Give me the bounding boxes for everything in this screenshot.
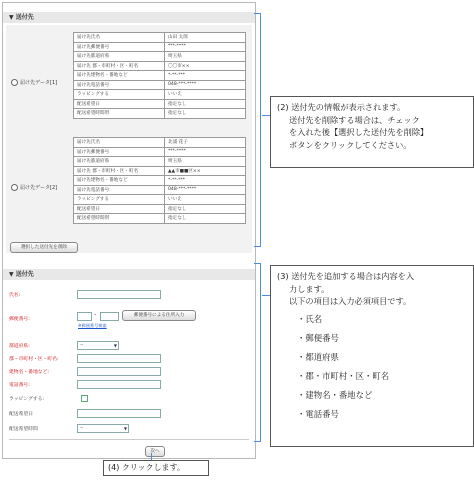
table-row (74, 214, 246, 224)
cell-value: いいえ (165, 195, 246, 205)
postal-label: 郵便番号: (9, 317, 30, 322)
postal-search-link[interactable]: ※郵便番号検索 (78, 323, 107, 328)
table-row (74, 42, 246, 52)
cell-label: 届け先 郡・市町村・区・町名 (74, 61, 165, 71)
section-header: ▼ 送付先 (3, 12, 255, 23)
delete-selected-button[interactable]: 選択した送付先を削除 (10, 242, 78, 253)
delivery-time-select-value: -- (80, 426, 84, 431)
delivery-time-label: 配送希望時間 (9, 427, 38, 432)
postal-address-lookup-button[interactable]: 郵便番号による住所入力 (122, 310, 196, 321)
add-destination-section (3, 269, 255, 457)
city-input[interactable] (77, 354, 161, 363)
required-field-item: ・郡・市町村・区・町名 (297, 370, 390, 381)
callout-step-4: (4) クリックします。 (103, 460, 209, 476)
destination-entry-2-table (73, 137, 246, 224)
name-label: 氏名: (9, 293, 21, 298)
table-row (74, 90, 246, 100)
table-row (74, 157, 246, 167)
bracket-section2 (254, 263, 261, 442)
section-header: ▼ 送付先 (3, 269, 255, 280)
radio-icon[interactable] (11, 79, 18, 86)
cell-label: 配送希望時間帯 (74, 214, 165, 224)
cell-value: 048-***-**** (165, 185, 246, 195)
cell-label: 届け先氏名 (74, 138, 165, 148)
building-label: 建物名・番地など: (9, 370, 49, 375)
cell-label: 届け先建物名・番地など (74, 71, 165, 81)
chevron-down-icon: ▼ (123, 426, 127, 431)
cell-value: 山田 太郎 (165, 33, 246, 43)
building-input[interactable] (77, 367, 161, 376)
form-frame (2, 2, 256, 459)
cell-label: 届け先都道府県 (74, 157, 165, 167)
delivery-time-select[interactable] (77, 424, 129, 433)
connector-line (262, 115, 270, 116)
cell-value: 指定なし (165, 204, 246, 214)
cell-value: 指定なし (165, 214, 246, 224)
wrapping-checkbox[interactable] (81, 395, 88, 402)
required-field-item: ・郵便番号 (297, 332, 339, 343)
destination-list-section (3, 12, 255, 255)
destination-entry-label: 届け先データ[2] (20, 185, 58, 191)
cell-label: 配送希望時間帯 (74, 109, 165, 119)
destination-entry-label: 届け先データ[1] (20, 80, 58, 86)
table-row (74, 195, 246, 205)
next-button[interactable]: 次へ (145, 446, 165, 457)
delivery-date-input[interactable] (77, 409, 161, 418)
destination-entry-1-radio[interactable] (11, 79, 57, 86)
prefecture-select-value: -- (80, 343, 84, 348)
phone-label: 電話番号: (9, 383, 30, 388)
cell-value: ▲▲市■■区×× (165, 166, 246, 176)
cell-label: 配送希望日 (74, 99, 165, 109)
prefecture-select[interactable] (77, 341, 119, 350)
radio-icon[interactable] (11, 184, 18, 191)
cell-label: 届け先電話番号 (74, 80, 165, 90)
cell-value: *-**-*** (165, 176, 246, 186)
cell-value: ***-**** (165, 42, 246, 52)
table-row (74, 166, 246, 176)
cell-label: 届け先電話番号 (74, 185, 165, 195)
cell-label: ラッピングする (74, 195, 165, 205)
prefecture-label: 都道府県: (9, 344, 30, 349)
table-row (74, 52, 246, 62)
name-input[interactable] (77, 290, 161, 299)
destination-entry-1-table (73, 32, 246, 119)
table-row (74, 80, 246, 90)
destination-entry-2-radio[interactable] (11, 184, 57, 191)
bracket-section1 (254, 13, 261, 247)
cell-value: 埼玉県 (165, 157, 246, 167)
cell-value: ***-**** (165, 147, 246, 157)
connector-line (262, 295, 270, 296)
required-field-item: ・電話番号 (297, 408, 339, 419)
table-row (74, 99, 246, 109)
postal-dash: - (94, 311, 97, 318)
wrapping-label: ラッピングする: (9, 397, 45, 402)
table-row (74, 61, 246, 71)
postal-input-2[interactable] (100, 312, 119, 321)
table-row (74, 71, 246, 81)
callout-line: 以下の項目は入力必須項目です。 (289, 296, 412, 306)
cell-value: 指定なし (165, 109, 246, 119)
cell-label: 届け先建物名・番地など (74, 176, 165, 186)
divider (9, 439, 249, 440)
cell-value: *-**-*** (165, 71, 246, 81)
cell-label: 配送希望日 (74, 204, 165, 214)
connector-line (151, 453, 152, 460)
cell-value: 埼玉県 (165, 52, 246, 62)
cell-label: 届け先氏名 (74, 33, 165, 43)
required-field-item: ・氏名 (297, 313, 323, 324)
callout-line: (2) 送付先の情報が表示されます。 (277, 102, 406, 112)
table-row (74, 138, 246, 148)
callout-line: ボタンをクリックしてください。 (289, 139, 412, 150)
cell-label: 届け先都道府県 (74, 52, 165, 62)
cell-label: 届け先 郡・市町村・区・町名 (74, 166, 165, 176)
cell-value: いいえ (165, 90, 246, 100)
table-row (74, 185, 246, 195)
callout-line: 力します。 (289, 283, 330, 294)
delivery-date-label: 配送希望日 (9, 412, 33, 417)
cell-value: 〇〇市×× (165, 61, 246, 71)
cell-value: 048-***-**** (165, 80, 246, 90)
callout-line: (3) 送付先を追加する場合は内容を入 (277, 271, 415, 281)
callout-line: 送付先を削除する場合は、チェック (289, 114, 420, 125)
phone-input[interactable] (77, 380, 161, 389)
table-row (74, 147, 246, 157)
table-row (74, 204, 246, 214)
callout-step-2 (270, 96, 474, 168)
cell-value: 北浦 花子 (165, 138, 246, 148)
callout-step-3 (270, 265, 474, 447)
postal-input-1[interactable] (77, 312, 92, 321)
cell-label: 届け先郵便番号 (74, 147, 165, 157)
callout-line: を入れた後【選択した送付先を削除】 (289, 127, 429, 137)
cell-value: 指定なし (165, 99, 246, 109)
table-row (74, 33, 246, 43)
cell-label: 届け先郵便番号 (74, 42, 165, 52)
city-label: 郡・市町村・区・町名: (9, 357, 59, 362)
cell-label: ラッピングする (74, 90, 165, 100)
table-row (74, 176, 246, 186)
required-field-item: ・都道府県 (297, 351, 339, 362)
table-row (74, 109, 246, 119)
required-field-item: ・建物名・番地など (297, 389, 373, 400)
chevron-down-icon: ▼ (113, 343, 117, 348)
